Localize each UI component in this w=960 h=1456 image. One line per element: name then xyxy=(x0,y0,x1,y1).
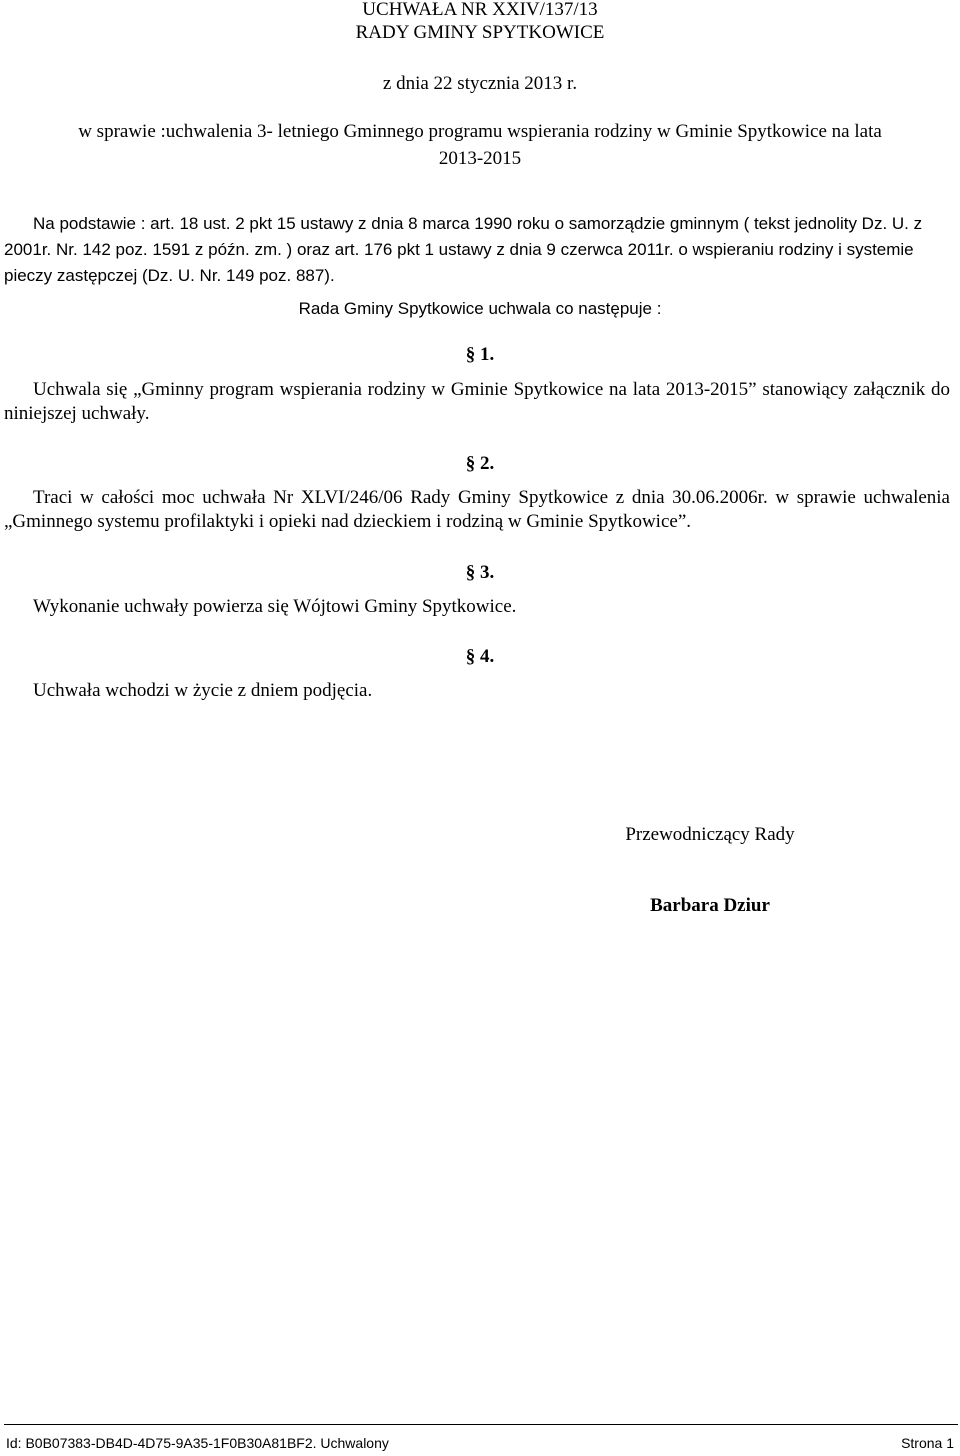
resolution-line: Rada Gminy Spytkowice uchwala co następuje : xyxy=(298,299,662,318)
preamble-text: Na podstawie : art. 18 ust. 2 pkt 15 ustawy z dnia 8 marca 1990 roku o samorządzie gminnym ( tekst jednolity Dz. U. z 2001r. Nr. 142 poz. 1591 z późn. zm. ) oraz art. 176 pkt 1 ustawy z dnia 9 czerwca 2011r. o wspieraniu rodziny i systemie pieczy zastępczej (Dz. U. Nr. 149 poz. 887). xyxy=(4,214,923,285)
title-line-1: UCHWAŁA NR XXIV/137/13 xyxy=(362,0,598,20)
signature-name: Barbara Dziur xyxy=(650,895,770,916)
page-number: Strona 1 xyxy=(901,1435,954,1451)
title-line-2: RADY GMINY SPYTKOWICE xyxy=(355,22,605,43)
section-2-text: Traci w całości moc uchwała Nr XLVI/246/06 Rady Gminy Spytkowice z dnia 30.06.2006r. w sprawie uchwalenia „Gminnego systemu profilaktyki i opieki nad dzieckiem i rodziną w Gminie Spytkowice”. xyxy=(4,487,950,532)
section-1-text: Uchwala się „Gminny program wspierania rodziny w Gminie Spytkowice na lata 2013-2015” stanowiący załącznik do niniejszej uchwały. xyxy=(4,379,950,424)
section-1-number: § 1. xyxy=(465,344,495,365)
subject-line-2: 2013-2015 xyxy=(438,148,522,169)
footer-divider xyxy=(4,1424,958,1425)
section-2-number: § 2. xyxy=(465,453,495,474)
section-3-text: Wykonanie uchwały powierza się Wójtowi Gminy Spytkowice. xyxy=(33,596,517,617)
section-4-number: § 4. xyxy=(465,646,495,667)
document-id: Id: B0B07383-DB4D-4D75-9A35-1F0B30A81BF2. Uchwalony xyxy=(6,1435,389,1451)
resolution-date: z dnia 22 stycznia 2013 r. xyxy=(382,73,578,94)
section-4-text: Uchwała wchodzi w życie z dniem podjęcia. xyxy=(33,680,373,701)
signature-role: Przewodniczący Rady xyxy=(625,824,795,845)
section-3-number: § 3. xyxy=(465,562,495,583)
subject-line-1: w sprawie :uchwalenia 3- letniego Gminnego programu wspierania rodziny w Gminie Spytkowice na lata xyxy=(78,121,882,142)
